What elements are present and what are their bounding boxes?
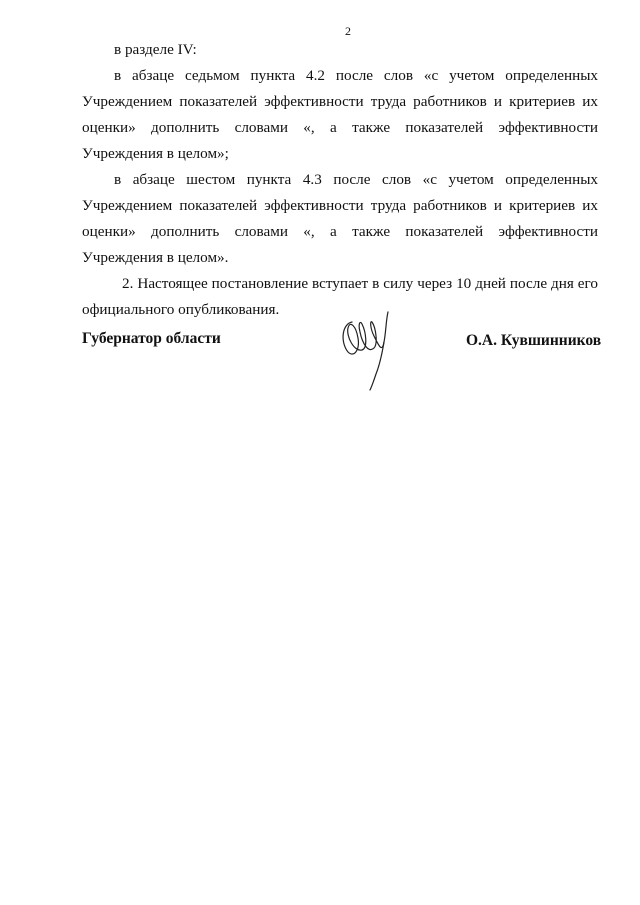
signatory-name: О.А. Кувшинников xyxy=(466,332,602,349)
paragraph-amendment-4-2: в абзаце седьмом пункта 4.2 после слов «с учетом определенных Учреждением показателей эффективности труда работников и критериев их оценки» дополнить словами «, а также показателей эффективности Учреждения в целом»; xyxy=(82,67,598,162)
document-body xyxy=(82,37,598,323)
paragraph-section-header: в разделе IV: xyxy=(114,41,197,58)
signatory-title: Губернатор области xyxy=(82,330,221,347)
page-number: 2 xyxy=(345,24,351,38)
handwritten-signature xyxy=(330,302,400,394)
paragraph-effective-date: 2. Настоящее постановление вступает в силу через 10 дней после дня его официального опубликования. xyxy=(82,275,598,318)
paragraph-amendment-4-3: в абзаце шестом пункта 4.3 после слов «с учетом определенных Учреждением показателей эффективности труда работников и критериев их оценки» дополнить словами «, а также показателей эффективности Учреждения в целом». xyxy=(82,171,598,266)
